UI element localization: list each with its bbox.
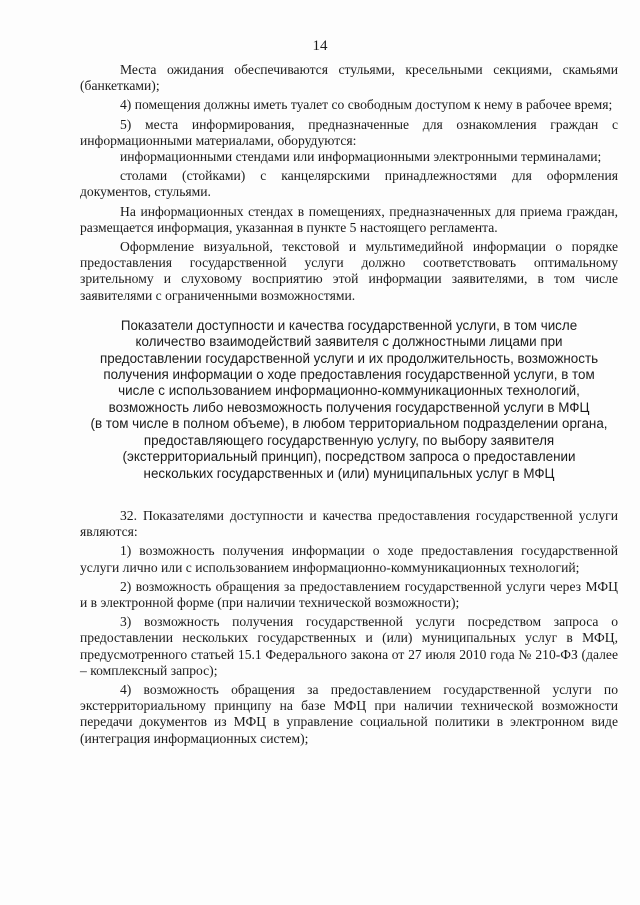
list-item-2: 2) возможность обращения за предоставлением государственной услуги через МФЦ и в электронной форме (при наличии технической возможности);: [80, 578, 618, 610]
heading-line: нескольких государственных и (или) муниципальных услуг в МФЦ: [143, 465, 555, 481]
page-number: 14: [312, 38, 328, 54]
paragraph-desks: столами (стойками) с канцелярскими принадлежностями для оформления документов, стульями.: [80, 168, 618, 200]
heading-line: (экстерриториальный принцип), посредством запроса о предоставлении: [122, 449, 576, 465]
list-item-3: 3) возможность получения государственной услуги посредством запроса о предоставлении нескольких государственных и (или) муниципальных услуг в МФЦ, предусмотренного статьей 15.1 Федерального закона от 27 июля 2010 года № 210-ФЗ (далее – комплексный запрос);: [80, 614, 618, 678]
heading-line: (в том числе в полном объеме), в любом территориальном подразделении органа,: [90, 416, 608, 432]
paragraph-toilet: 4) помещения должны иметь туалет со свободным доступом к нему в рабочее время;: [120, 97, 613, 113]
list-item-1: 1) возможность получения информации о ходе предоставления государственной услуги лично или с использованием информационно-коммуникационных технологий;: [80, 543, 618, 575]
paragraph-waiting-areas: Места ожидания обеспечиваются стульями, кресельными секциями, скамьями (банкетками);: [80, 62, 618, 94]
section-heading: [80, 318, 618, 482]
heading-line: Показатели доступности и качества государственной услуги, в том числе: [120, 317, 578, 333]
heading-line: возможность либо невозможность получения государственной услуги в МФЦ: [108, 399, 590, 415]
heading-line: предоставляющего государственную услугу, по выбору заявителя: [143, 432, 555, 448]
paragraph-info-places: 5) места информирования, предназначенные для ознакомления граждан с информационными материалами, оборудуются:: [80, 116, 618, 148]
paragraph-item-32: 32. Показателями доступности и качества предоставления государственной услуги являются:: [80, 507, 618, 540]
document-body: [80, 62, 618, 750]
heading-line: количество взаимодействий заявителя с должностными лицами при: [135, 334, 563, 350]
indicators-list: [80, 508, 618, 747]
list-item-4: 4) возможность обращения за предоставлением государственной услуги по экстерриториальному принципу на базе МФЦ при наличии технической возможности передачи документов из МФЦ в управление социальной политики в электронном виде (интеграция информационных систем);: [80, 681, 618, 746]
heading-line: числе с использованием информационно-коммуникационных технологий,: [118, 383, 580, 399]
paragraph-stand-info: На информационных стендах в помещениях, предназначенных для приема граждан, размещается информация, указанная в пункте 5 настоящего регламента.: [80, 203, 618, 235]
paragraph-design: Оформление визуальной, текстовой и мультимедийной информации о порядке предоставления государственной услуги должно соответствовать оптимальному зрительному и слуховому восприятию этой информации заявителями, в том числе заявителями с ограниченными возможностями.: [80, 239, 618, 303]
heading-line: получения информации о ходе предоставления государственной услуги, в том: [103, 367, 595, 383]
heading-line: предоставлении государственной услуги и их продолжительность, возможность: [99, 350, 599, 366]
paragraph-info-stands: информационными стендами или информационными электронными терминалами;: [120, 149, 602, 165]
